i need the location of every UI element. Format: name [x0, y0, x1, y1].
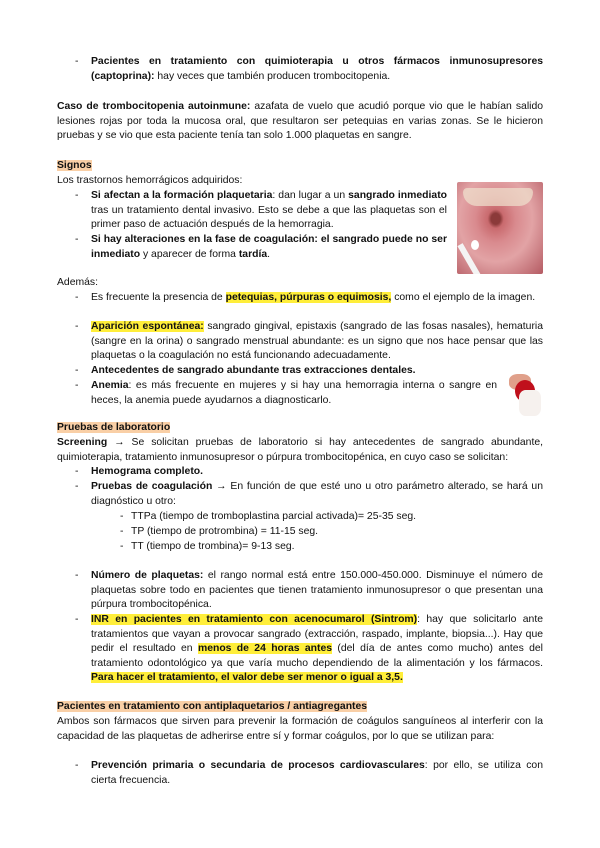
list-item-hemograma: - Hemograma completo. [75, 466, 204, 477]
list-item-anemia: - Anemia: es más frecuente en mujeres y si hay una hemorragia interna o sangre en heces, la anemia puede ayudarnos a diagnosticarlo. [75, 380, 497, 406]
screening-paragraph: Screening → Se solicitan pruebas de laboratorio si hay antecedentes de sangrado abundante, quimioterapia, tratamiento inmunosupresor o púrpura trombocitopénica, en cuyo caso se solicitan: [57, 437, 543, 463]
section-heading-antiplaquetarios: Pacientes en tratamiento con antiplaquetarios / antiagregantes [57, 701, 368, 712]
list-item-fase-coagulacion: - Si hay alteraciones en la fase de coagulación: el sangrado puede no ser inmediato y aparecer de forma tardía. [75, 234, 447, 260]
list-item-formacion-plaquetaria: - Si afectan a la formación plaquetaria: dan lugar a un sangrado inmediato tras un tratamiento dental invasivo. Esto se debe a que las plaquetas son el primer paso de actuación después de la hemorragia. [75, 190, 447, 231]
caso-paragraph: Caso de trombocitopenia autoinmune: azafata de vuelo que acudió porque vio que le habían salido lesiones rojas por toda la mucosa oral, que resultaron ser petequias en varias zonas. Se le hicieron pruebas y se vio que esta paciente tenía tan solo 1.000 plaquetas en sangre. [57, 101, 543, 142]
ademas-label: Además: [57, 277, 99, 288]
sub-item-tp: - TP (tiempo de protrombina) = 11-15 seg. [120, 526, 319, 537]
sub-item-ttpa: - TTPa (tiempo de tromboplastina parcial activada)= 25-35 seg. [120, 511, 417, 522]
list-item-aparicion-espontanea: - Aparición espontánea: sangrado gingival, epistaxis (sangrado de las fosas nasales), hematuria (sangre en la orina) o sangrado menstrual abundante: es un signo que nos hace pensar que las plaquetas o la coagulación no está funcionando adecuadamente. [75, 321, 543, 362]
antiplaquetarios-intro: Ambos son fármacos que sirven para prevenir la formación de coágulos sanguíneos al interferir con la capacidad de las plaquetas de adherirse entre sí y formar coágulos, por lo que se utilizan para: [57, 716, 543, 742]
list-item-prevencion: - Prevención primaria o secundaria de procesos cardiovasculares: por ello, se utiliza con cierta frecuencia. [75, 760, 543, 786]
oral-mucosa-photo [457, 182, 543, 274]
list-item-inr: - INR en pacientes en tratamiento con acenocumarol (Sintrom): hay que solicitarlo ante tratamientos que vayan a provocar sangrado (extracción, raspado, implante, biopsia...). Hay que pedir el resultado en menos de 24 horas antes (del día de antes como mucho) antes del tratamiento odontológico ya que varía mucho dependiendo de la alimentación y los fármacos. Para hacer el tratamiento, el valor debe ser menor o igual a 3,5. [75, 614, 544, 684]
bold-text: Pacientes en tratamiento con quimioterapia u otros fármacos inmunosupresores (captoprina): [91, 56, 543, 82]
bleeding-lip-photo [505, 368, 543, 418]
list-item-antecedentes: - Antecedentes de sangrado abundante tras extracciones dentales. [75, 365, 416, 376]
sub-item-tt: - TT (tiempo de trombina)= 9-13 seg. [120, 541, 295, 552]
list-item-numero-plaquetas: - Número de plaquetas: el rango normal está entre 150.000-450.000. Disminuye el número de plaquetas sobre todo en pacientes que tienen tratamiento inmunosupresor o que presentan una púrpura trombocitopénica. [75, 570, 543, 611]
section-heading-signos: Signos [57, 160, 92, 171]
list-item-coagulacion: - Pruebas de coagulación → En función de que esté uno u otro parámetro alterado, se hará un diagnóstico u otro: [75, 481, 543, 507]
signos-intro: Los trastornos hemorrágicos adquiridos: [57, 175, 243, 186]
section-heading-pruebas: Pruebas de laboratorio [57, 422, 171, 433]
list-item-petequias: - Es frecuente la presencia de petequias, púrpuras o equimosis, como el ejemplo de la imagen. [75, 292, 536, 303]
list-item-quimioterapia: - Pacientes en tratamiento con quimioterapia u otros fármacos inmunosupresores (captoprina): hay veces que también producen trombocitopenia. [75, 56, 543, 82]
